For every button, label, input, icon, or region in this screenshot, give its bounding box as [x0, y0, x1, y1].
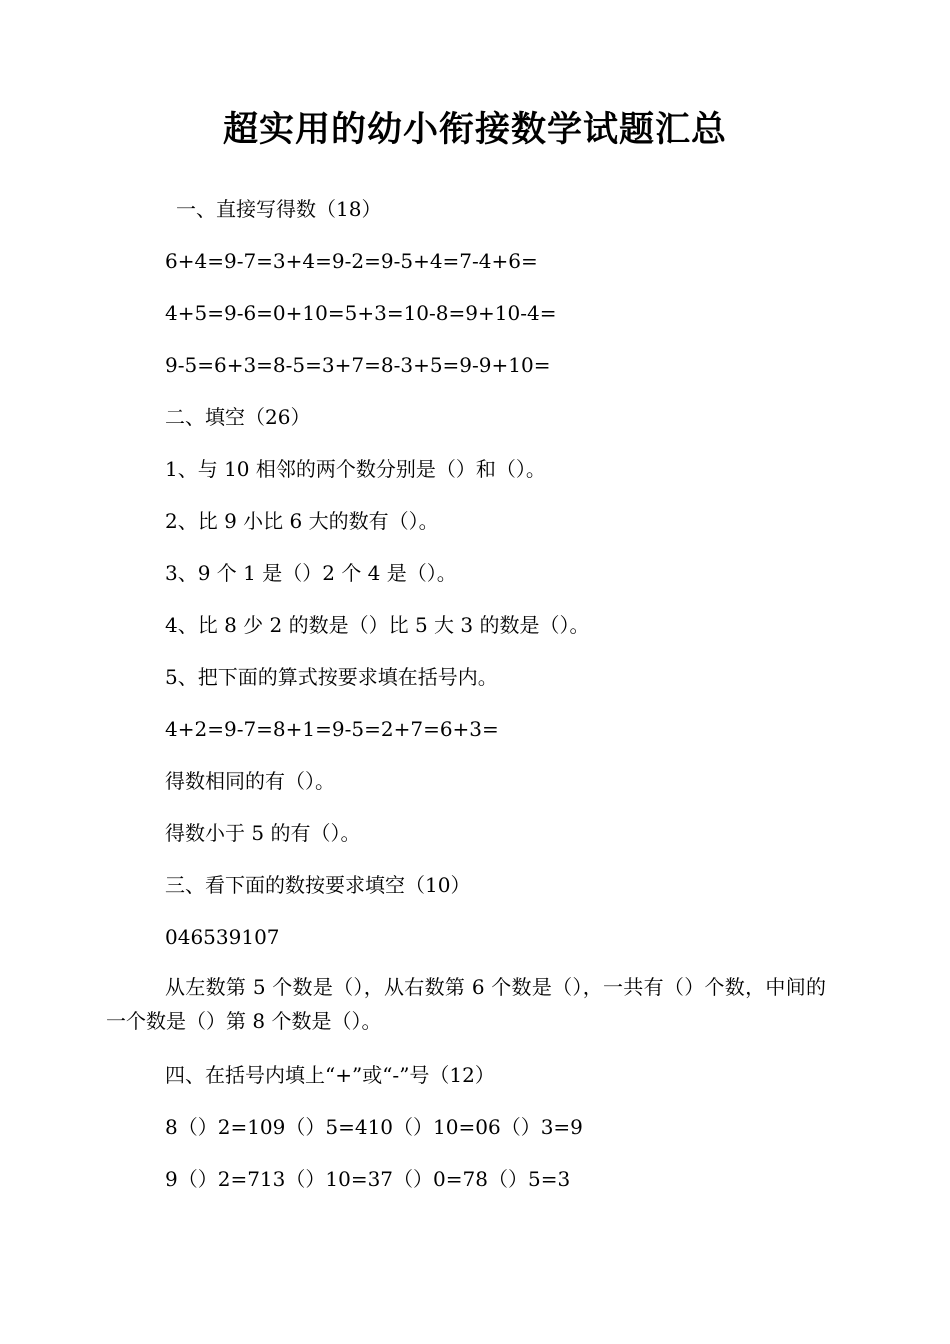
exercise-line: 9（）2=713（）10=37（）0=78（）5=3 — [165, 1167, 571, 1191]
question-paragraph: 从左数第 5 个数是（），从右数第 6 个数是（），一共有（）个数，中间的一个数是（）第 8 个数是（）。 — [106, 975, 826, 1033]
exercise-line: 4+5=9-6=0+10=5+3=10-8=9+10-4= — [165, 301, 557, 325]
document-title: 超实用的幼小衔接数学试题汇总 — [222, 110, 727, 150]
question-line: 得数小于 5 的有（）。 — [165, 821, 361, 845]
question-line: 3、9 个 1 是（）2 个 4 是（）。 — [165, 561, 457, 585]
section-heading-2: 二、填空（26） — [165, 405, 311, 429]
question-line: 5、把下面的算式按要求填在括号内。 — [165, 665, 498, 689]
exercise-line: 9-5=6+3=8-5=3+7=8-3+5=9-9+10= — [165, 353, 551, 377]
number-sequence: 046539107 — [165, 925, 280, 949]
exercise-line: 4+2=9-7=8+1=9-5=2+7=6+3= — [165, 717, 499, 741]
question-line: 1、与 10 相邻的两个数分别是（）和（）。 — [165, 457, 546, 481]
question-line: 4、比 8 少 2 的数是（）比 5 大 3 的数是（）。 — [165, 613, 590, 637]
exercise-line: 6+4=9-7=3+4=9-2=9-5+4=7-4+6= — [165, 249, 538, 273]
question-line: 得数相同的有（）。 — [165, 769, 335, 793]
section-heading-1: 一、直接写得数（18） — [176, 197, 382, 221]
exercise-line: 8（）2=109（）5=410（）10=06（）3=9 — [165, 1115, 583, 1139]
section-heading-3: 三、看下面的数按要求填空（10） — [165, 873, 471, 897]
section-heading-4: 四、在括号内填上“+”或“-”号（12） — [165, 1063, 495, 1087]
question-line: 2、比 9 小比 6 大的数有（）。 — [165, 509, 439, 533]
